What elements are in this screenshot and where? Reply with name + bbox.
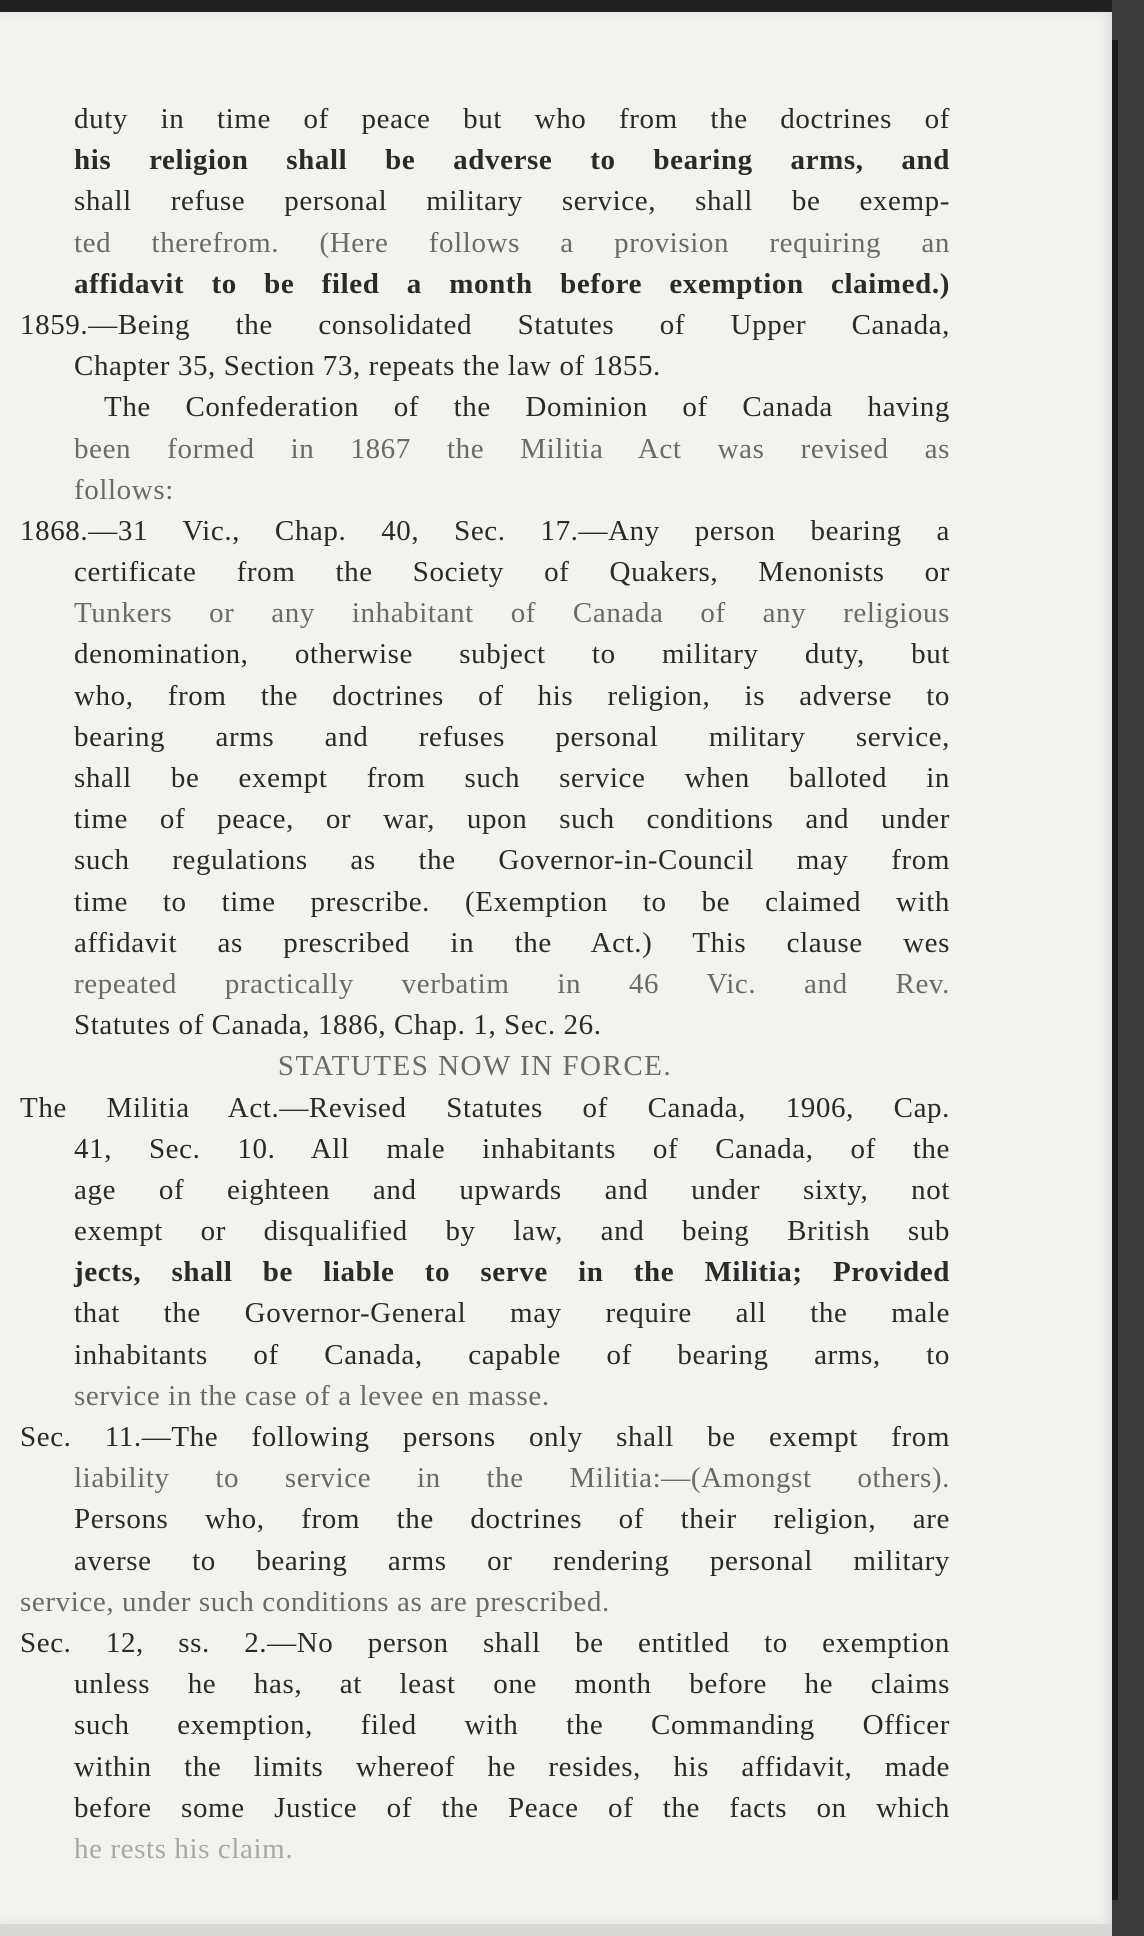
- text-line: unless he has, at least one month before he claims: [74, 1668, 950, 1701]
- text-line: 1868.—31 Vic., Chap. 40, Sec. 17.—Any person bearing a: [20, 514, 950, 547]
- text-line: exempt or disqualified by law, and being British sub: [74, 1215, 950, 1248]
- text-line: such exemption, filed with the Commanding Officer: [74, 1709, 950, 1742]
- text-line: service in the case of a levee en masse.: [74, 1379, 550, 1412]
- text-line: 1859.—Being the consolidated Statutes of Upper Canada,: [20, 308, 950, 341]
- text-line: service, under such conditions as are prescribed.: [20, 1585, 610, 1618]
- text-line: Statutes of Canada, 1886, Chap. 1, Sec. 26.: [74, 1009, 602, 1042]
- text-line: Sec. 12, ss. 2.—No person shall be entitled to exemption: [20, 1626, 950, 1659]
- text-line: Persons who, from the doctrines of their religion, are: [74, 1503, 950, 1536]
- text-line: repeated practically verbatim in 46 Vic. and Rev.: [74, 967, 950, 1000]
- text-line: bearing arms and refuses personal military service,: [74, 720, 950, 753]
- text-line: jects, shall be liable to serve in the Militia; Provided: [74, 1256, 950, 1289]
- text-line: been formed in 1867 the Militia Act was revised as: [74, 432, 950, 465]
- text-line: affidavit to be filed a month before exemption claimed.): [74, 267, 950, 300]
- text-line: affidavit as prescribed in the Act.) This clause wes: [74, 926, 950, 959]
- scan-binding-shadow: [1112, 40, 1118, 1900]
- scan-right-edge: [1112, 0, 1144, 1936]
- text-line: before some Justice of the Peace of the facts on which: [74, 1791, 950, 1824]
- text-line: time of peace, or war, upon such conditions and under: [74, 803, 950, 836]
- text-line: denomination, otherwise subject to military duty, but: [74, 638, 950, 671]
- text-line: shall refuse personal military service, shall be exemp-: [74, 185, 950, 218]
- text-line: The Confederation of the Dominion of Canada having: [104, 391, 950, 424]
- text-line: time to time prescribe. (Exemption to be claimed with: [74, 885, 950, 918]
- text-line: Tunkers or any inhabitant of Canada of any religious: [74, 597, 950, 630]
- text-line: averse to bearing arms or rendering personal military: [74, 1544, 950, 1577]
- document-page: [0, 12, 1112, 1924]
- text-line: shall be exempt from such service when balloted in: [74, 762, 950, 794]
- text-line: certificate from the Society of Quakers, Menonists or: [74, 556, 950, 589]
- text-line: liability to service in the Militia:—(Amongst others).: [74, 1462, 950, 1495]
- text-line: duty in time of peace but who from the doctrines of: [74, 103, 950, 135]
- text-line: who, from the doctrines of his religion, is adverse to: [74, 679, 950, 712]
- text-line: The Militia Act.—Revised Statutes of Canada, 1906, Cap.: [20, 1091, 950, 1124]
- text-line: such regulations as the Governor-in-Council may from: [74, 844, 950, 877]
- text-line: within the limits whereof he resides, his affidavit, made: [74, 1750, 950, 1783]
- text-line: inhabitants of Canada, capable of bearing arms, to: [74, 1338, 950, 1371]
- text-line: Sec. 11.—The following persons only shall be exempt from: [20, 1421, 950, 1453]
- text-line: 41, Sec. 10. All male inhabitants of Canada, of the: [74, 1132, 950, 1165]
- text-line: his religion shall be adverse to bearing arms, and: [74, 144, 950, 177]
- text-line: Chapter 35, Section 73, repeats the law of 1855.: [74, 350, 661, 383]
- text-line: follows:: [74, 473, 174, 506]
- text-line: that the Governor-General may require all the male: [74, 1297, 950, 1330]
- section-heading: STATUTES NOW IN FORCE.: [277, 1050, 673, 1083]
- text-line: ted therefrom. (Here follows a provision requiring an: [74, 226, 950, 259]
- text-line: he rests his claim.: [74, 1832, 294, 1865]
- text-line: age of eighteen and upwards and under sixty, not: [74, 1173, 950, 1206]
- body-text: [0, 99, 1112, 1870]
